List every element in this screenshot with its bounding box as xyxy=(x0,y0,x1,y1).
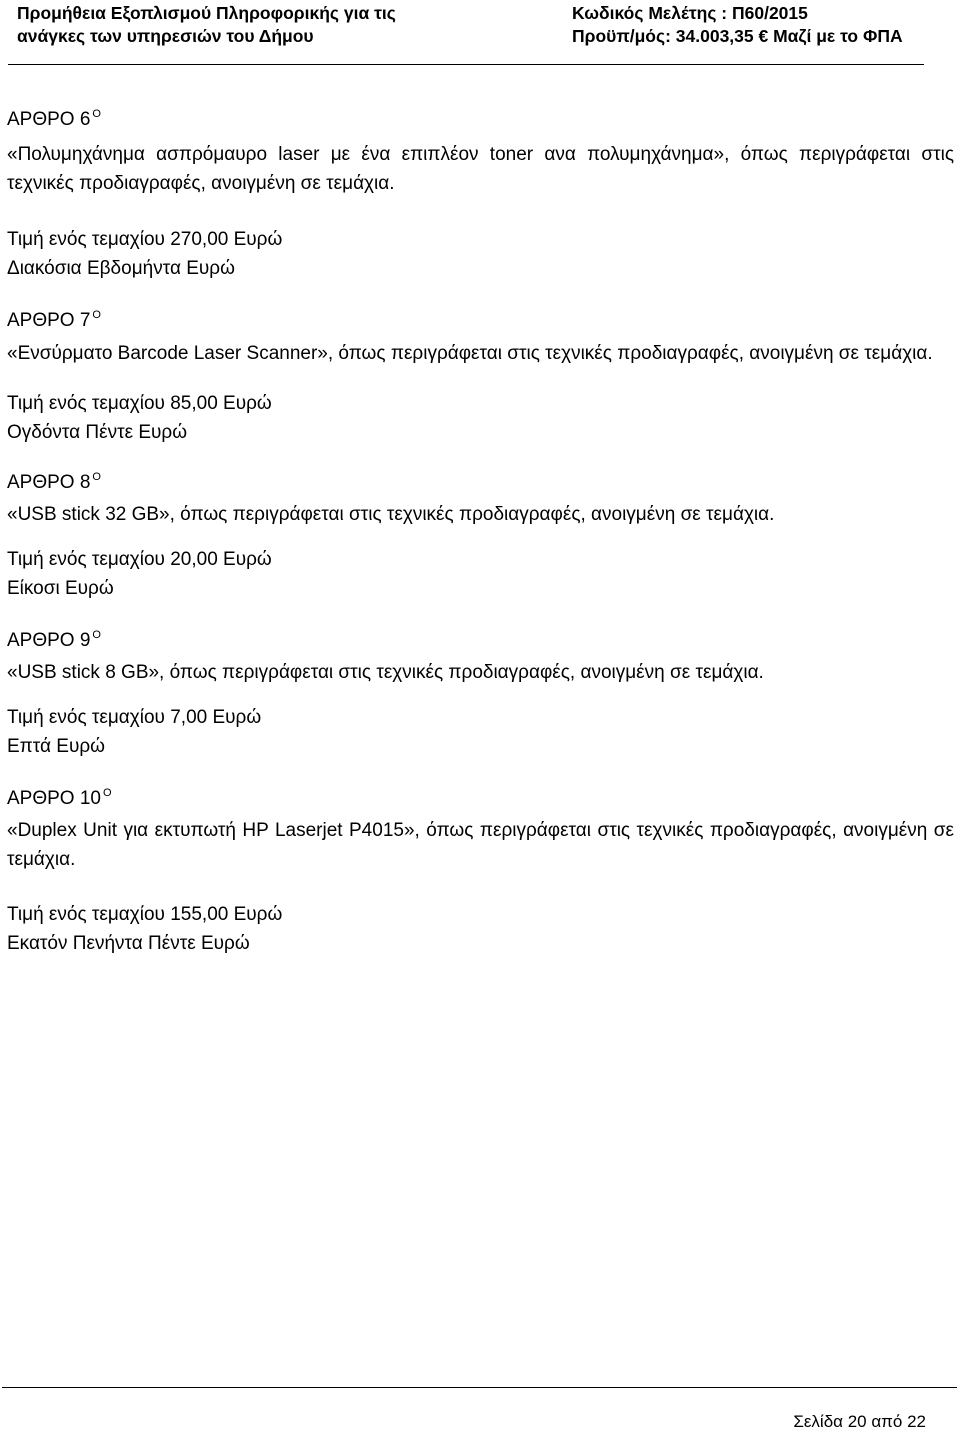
article-description: «USB stick 8 GB», όπως περιγράφεται στις τεχνικές προδιαγραφές, ανοιγμένη σε τεμάχια. xyxy=(7,662,764,683)
article-title-superscript: Ο xyxy=(92,629,101,641)
article-9 xyxy=(7,627,954,761)
article-10 xyxy=(7,785,954,958)
article-unit-price: Τιμή ενός τεμαχίου 7,00 Ευρώ xyxy=(7,707,262,728)
article-title-text: ΑΡΘΡΟ 7 xyxy=(7,310,91,331)
article-title xyxy=(7,627,954,657)
article-6 xyxy=(7,106,954,283)
article-title-superscript: Ο xyxy=(92,309,101,321)
article-description: «Ενσύρματο Barcode Laser Scanner», όπως περιγράφεται στις τεχνικές προδιαγραφές, ανοιγμένη σε τεμάχια. xyxy=(7,343,933,364)
header-project-title-line2: ανάγκες των υπηρεσιών του Δήμου xyxy=(17,26,314,46)
header-study-code: Κωδικός Μελέτης : Π60/2015 xyxy=(572,3,808,23)
article-description: «Duplex Unit για εκτυπωτή HP Laserjet P4015», όπως περιγράφεται στις τεχνικές προδιαγραφές, ανοιγμένη σε τεμάχια. xyxy=(7,820,954,870)
header-project-info xyxy=(572,2,903,48)
article-7 xyxy=(7,307,954,447)
article-8 xyxy=(7,469,954,603)
article-title-text: ΑΡΘΡΟ 10 xyxy=(7,788,101,809)
article-title xyxy=(7,307,954,337)
article-title xyxy=(7,106,954,136)
article-price-in-words: Ογδόντα Πέντε Ευρώ xyxy=(7,422,188,443)
article-unit-price: Τιμή ενός τεμαχίου 270,00 Ευρώ xyxy=(7,229,283,250)
page-number: Σελίδα 20 από 22 xyxy=(793,1412,926,1431)
article-title xyxy=(7,785,954,815)
article-unit-price: Τιμή ενός τεμαχίου 20,00 Ευρώ xyxy=(7,549,272,570)
article-price-in-words: Εκατόν Πενήντα Πέντε Ευρώ xyxy=(7,933,250,954)
article-price-in-words: Επτά Ευρώ xyxy=(7,736,105,757)
page-header xyxy=(0,0,960,70)
article-title-superscript: Ο xyxy=(92,108,101,120)
header-project-title-line1: Προμήθεια Εξοπλισμού Πληροφορικής για τις xyxy=(17,3,396,23)
footer-divider xyxy=(2,1387,957,1388)
article-title-text: ΑΡΘΡΟ 6 xyxy=(7,109,91,130)
header-project-title xyxy=(17,2,396,48)
article-price-in-words: Είκοσι Ευρώ xyxy=(7,578,114,599)
article-description: «USB stick 32 GB», όπως περιγράφεται στις τεχνικές προδιαγραφές, ανοιγμένη σε τεμάχια. xyxy=(7,504,775,525)
header-divider xyxy=(8,64,924,65)
article-description: «Πολυμηχάνημα ασπρόμαυρο laser με ένα επιπλέον toner ανα πολυμηχάνημα», όπως περιγράφεται στις τεχνικές προδιαγραφές, ανοιγμένη σε τεμάχια. xyxy=(7,144,954,194)
article-title xyxy=(7,469,954,499)
article-unit-price: Τιμή ενός τεμαχίου 85,00 Ευρώ xyxy=(7,393,272,414)
article-title-text: ΑΡΘΡΟ 9 xyxy=(7,630,91,651)
article-title-superscript: Ο xyxy=(103,787,112,799)
header-budget: Προϋπ/μός: 34.003,35 € Μαζί με το ΦΠΑ xyxy=(572,26,903,46)
article-title-text: ΑΡΘΡΟ 8 xyxy=(7,472,91,493)
article-price-in-words: Διακόσια Εβδομήντα Ευρώ xyxy=(7,258,235,279)
article-title-superscript: Ο xyxy=(92,471,101,483)
articles-list xyxy=(7,106,954,958)
article-unit-price: Τιμή ενός τεμαχίου 155,00 Ευρώ xyxy=(7,904,283,925)
